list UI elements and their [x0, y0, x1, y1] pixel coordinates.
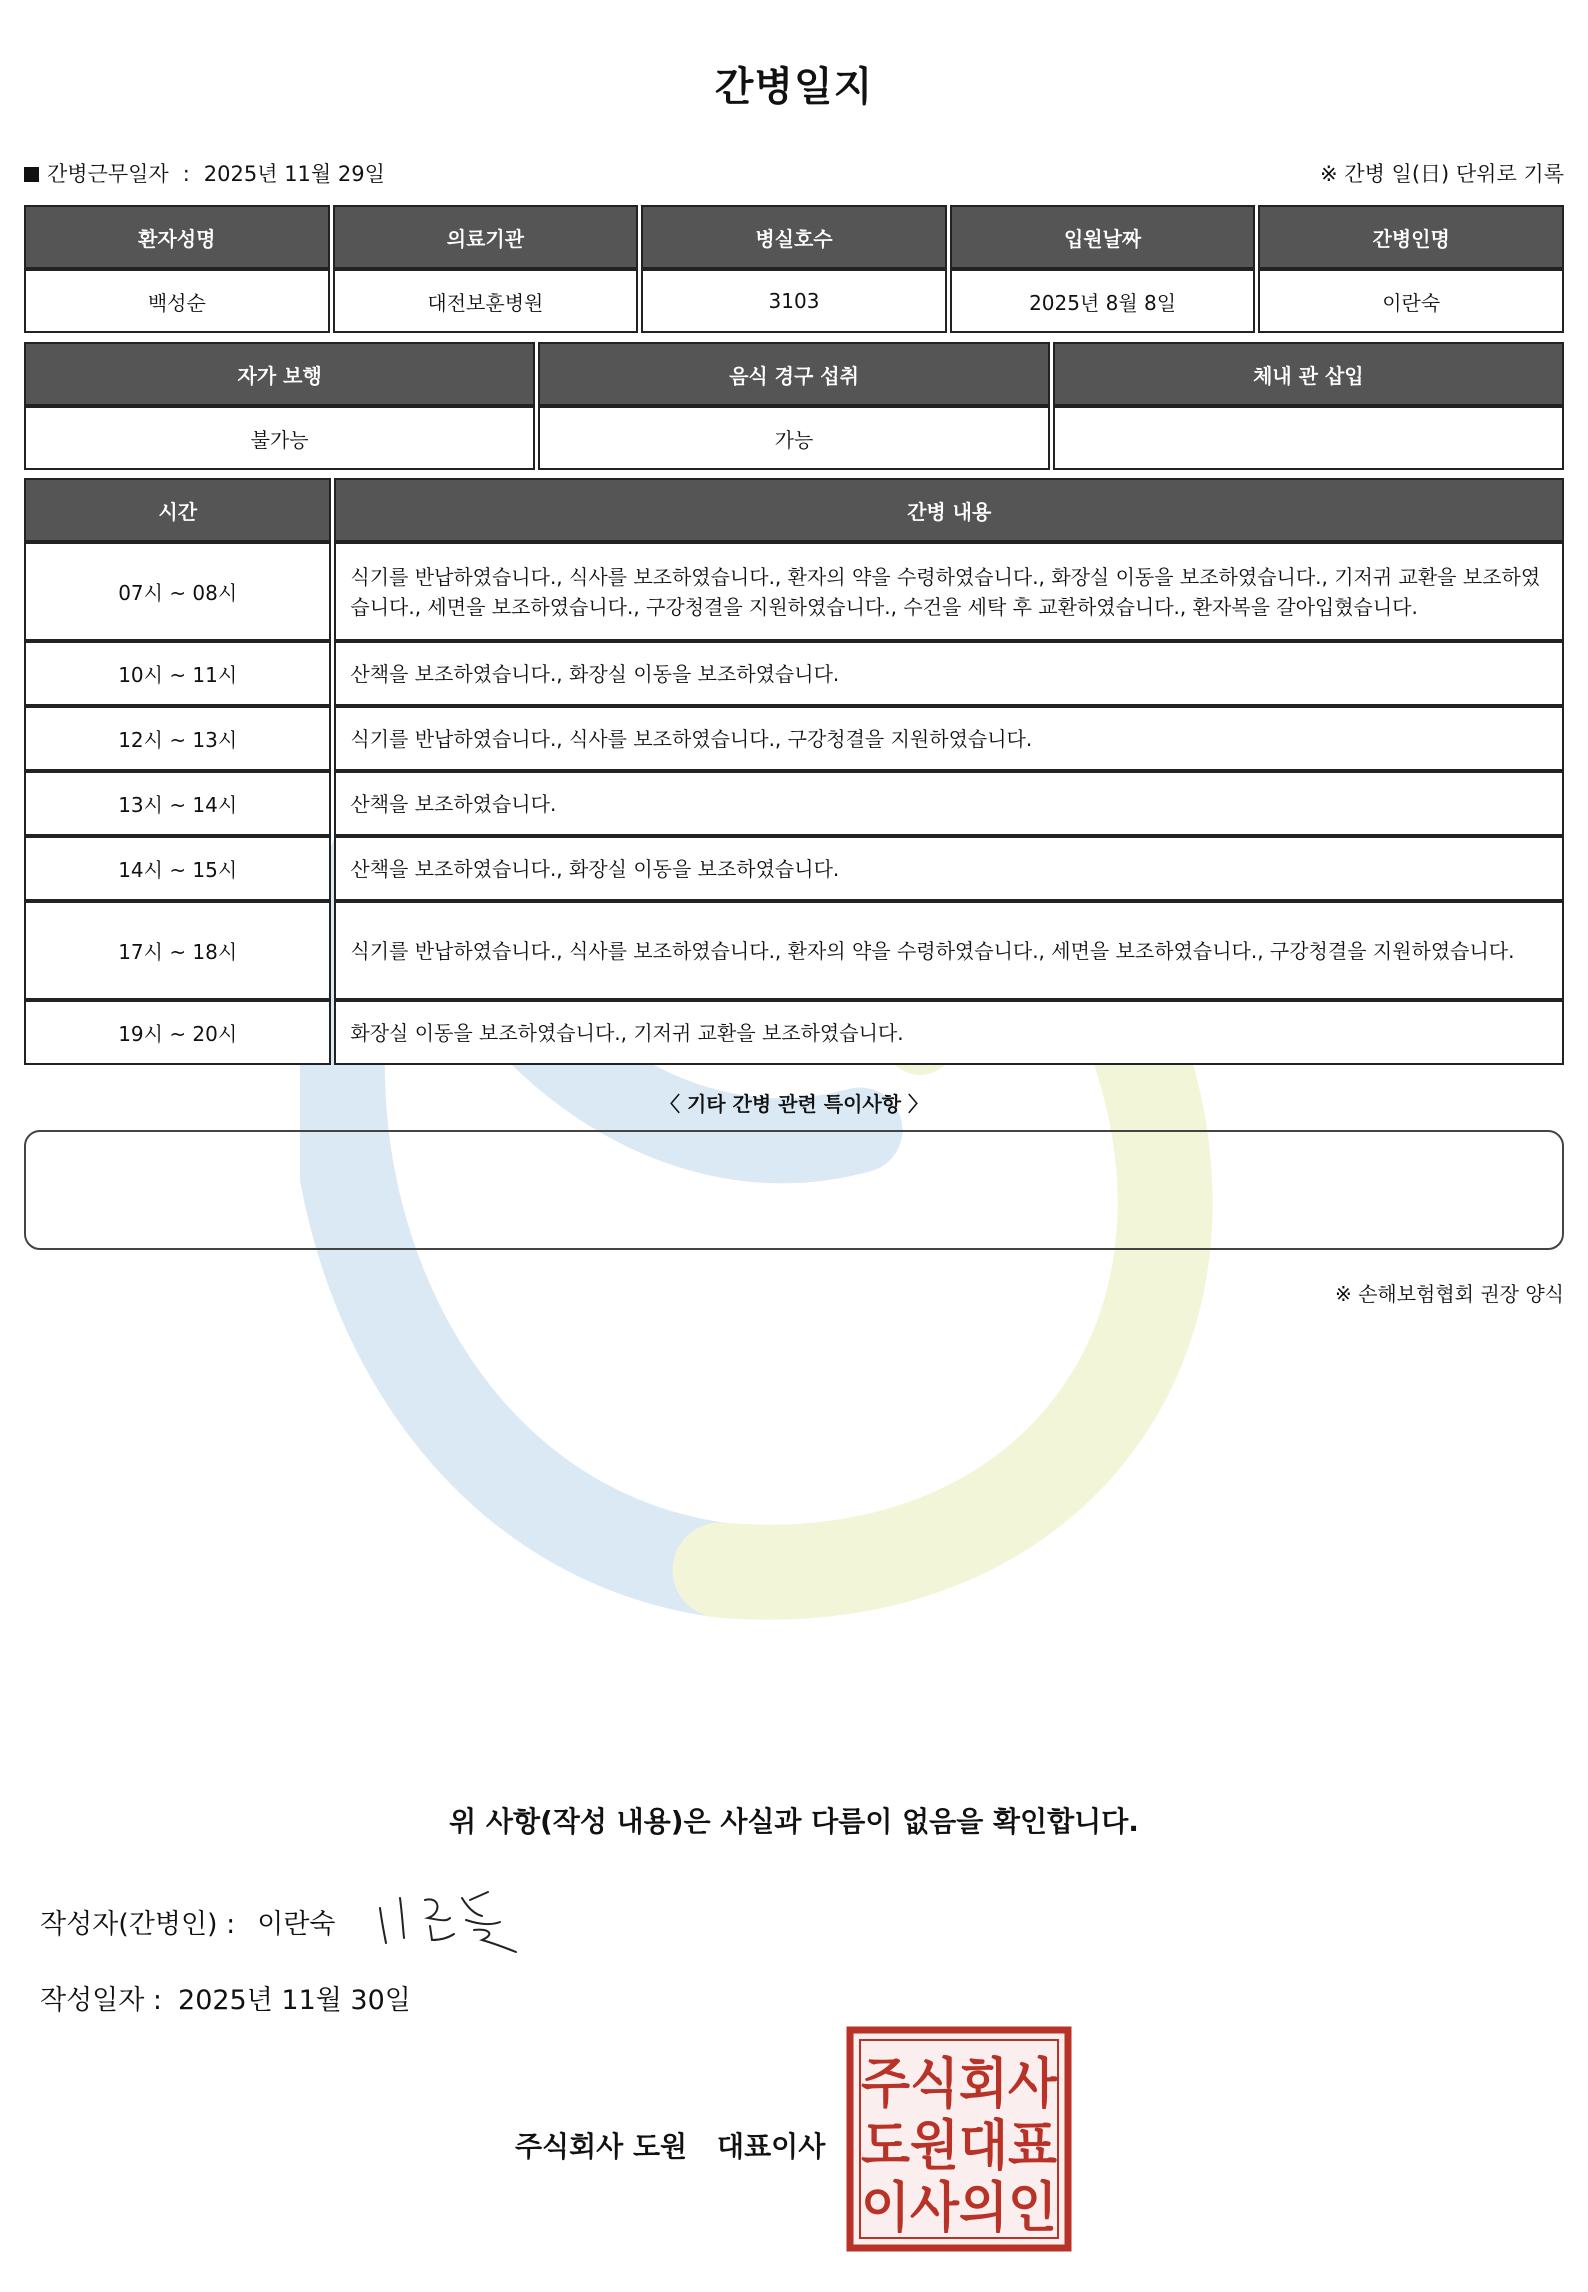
- header-room-number: 병실호수: [641, 205, 947, 269]
- writer-name: 이란숙: [257, 1909, 336, 1940]
- log-content: 화장실 이동을 보조하였습니다., 기저귀 교환을 보조하였습니다.: [334, 1000, 1564, 1065]
- patient-info-table: [21, 205, 1567, 333]
- log-time: 14시 ~ 15시: [24, 836, 331, 901]
- header-caregiver-name: 간병인명: [1258, 205, 1564, 269]
- log-time: 13시 ~ 14시: [24, 771, 331, 836]
- work-date-separator: :: [182, 162, 190, 186]
- log-time: 10시 ~ 11시: [24, 641, 331, 706]
- log-time: 17시 ~ 18시: [24, 901, 331, 1000]
- oral-intake-value: 가능: [538, 406, 1049, 470]
- log-content: 식기를 반납하였습니다., 식사를 보조하였습니다., 환자의 약을 수령하였습니다., 화장실 이동을 보조하였습니다., 기저귀 교환을 보조하였습니다., 세면을 보조하였습니다., 구강청결을 지원하였습니다., 수건을 세탁 후 교환하였습니다., 환자복을 갈아입혔습니다.: [334, 542, 1564, 641]
- header-time: 시간: [24, 478, 331, 542]
- svg-text:주식회사: 주식회사: [861, 2052, 1058, 2115]
- writer-label: 작성자(간병인) :: [40, 1909, 236, 1940]
- special-notes-box: [24, 1130, 1564, 1250]
- log-content: 식기를 반납하였습니다., 식사를 보조하였습니다., 환자의 약을 수령하였습니다., 세면을 보조하였습니다., 구강청결을 지원하였습니다.: [334, 901, 1564, 1000]
- patient-status-table: [21, 342, 1567, 470]
- caregiver-name: 이란숙: [1258, 269, 1564, 333]
- log-time: 07시 ~ 08시: [24, 542, 331, 641]
- confirmation-statement: 위 사항(작성 내용)은 사실과 다름이 없음을 확인합니다.: [449, 1805, 1139, 1838]
- written-date-value: 2025년 11월 30일: [178, 1985, 411, 2016]
- svg-text:도원대표: 도원대표: [861, 2114, 1057, 2177]
- written-date-label: 작성일자 :: [40, 1985, 163, 2016]
- log-time: 19시 ~ 20시: [24, 1000, 331, 1065]
- square-bullet-icon: [24, 167, 39, 182]
- header-hospital: 의료기관: [333, 205, 639, 269]
- tube-insertion-value: [1053, 406, 1564, 470]
- log-content: 산책을 보조하였습니다., 화장실 이동을 보조하였습니다.: [334, 836, 1564, 901]
- recommend-note: ※ 손해보험협회 권장 양식: [1334, 1282, 1564, 1306]
- header-admission-date: 입원날짜: [950, 205, 1256, 269]
- table-row: [24, 542, 1564, 641]
- table-row: [24, 901, 1564, 1000]
- svg-text:이사의인: 이사의인: [861, 2176, 1057, 2239]
- work-date-line: [24, 158, 385, 188]
- care-log-table: [21, 478, 1567, 1065]
- log-content: 산책을 보조하였습니다., 화장실 이동을 보조하였습니다.: [334, 641, 1564, 706]
- header-care-content: 간병 내용: [334, 478, 1564, 542]
- table-row: [24, 771, 1564, 836]
- admission-date: 2025년 8월 8일: [950, 269, 1256, 333]
- header-oral-intake: 음식 경구 섭취: [538, 342, 1049, 406]
- table-row: [24, 1000, 1564, 1065]
- header-patient-name: 환자성명: [24, 205, 330, 269]
- log-content: 산책을 보조하였습니다.: [334, 771, 1564, 836]
- company-line: [515, 2125, 825, 2165]
- company-title: 대표이사: [717, 2130, 826, 2163]
- writer-line: [40, 1902, 336, 1941]
- log-time: 12시 ~ 13시: [24, 706, 331, 771]
- notes-title: 〈 기타 간병 관련 특이사항 〉: [659, 1092, 928, 1116]
- company-seal-icon: [846, 2026, 1072, 2252]
- header-tube-insertion: 체내 관 삽입: [1053, 342, 1564, 406]
- work-date-value: 2025년 11월 29일: [203, 162, 385, 186]
- header-self-walking: 자가 보행: [24, 342, 535, 406]
- log-content: 식기를 반납하였습니다., 식사를 보조하였습니다., 구강청결을 지원하였습니다.: [334, 706, 1564, 771]
- handwritten-signature-icon: [370, 1878, 520, 1958]
- table-row: [24, 706, 1564, 771]
- room-number: 3103: [641, 269, 947, 333]
- table-row: [24, 836, 1564, 901]
- page-title: 간병일지: [714, 64, 874, 110]
- self-walking-value: 불가능: [24, 406, 535, 470]
- work-date-label: 간병근무일자: [47, 162, 169, 186]
- unit-note: ※ 간병 일(日) 단위로 기록: [1320, 162, 1564, 186]
- table-row: [24, 641, 1564, 706]
- hospital-name: 대전보훈병원: [333, 269, 639, 333]
- written-date-line: [40, 1978, 411, 2017]
- company-name: 주식회사 도원: [515, 2130, 688, 2163]
- patient-name: 백성순: [24, 269, 330, 333]
